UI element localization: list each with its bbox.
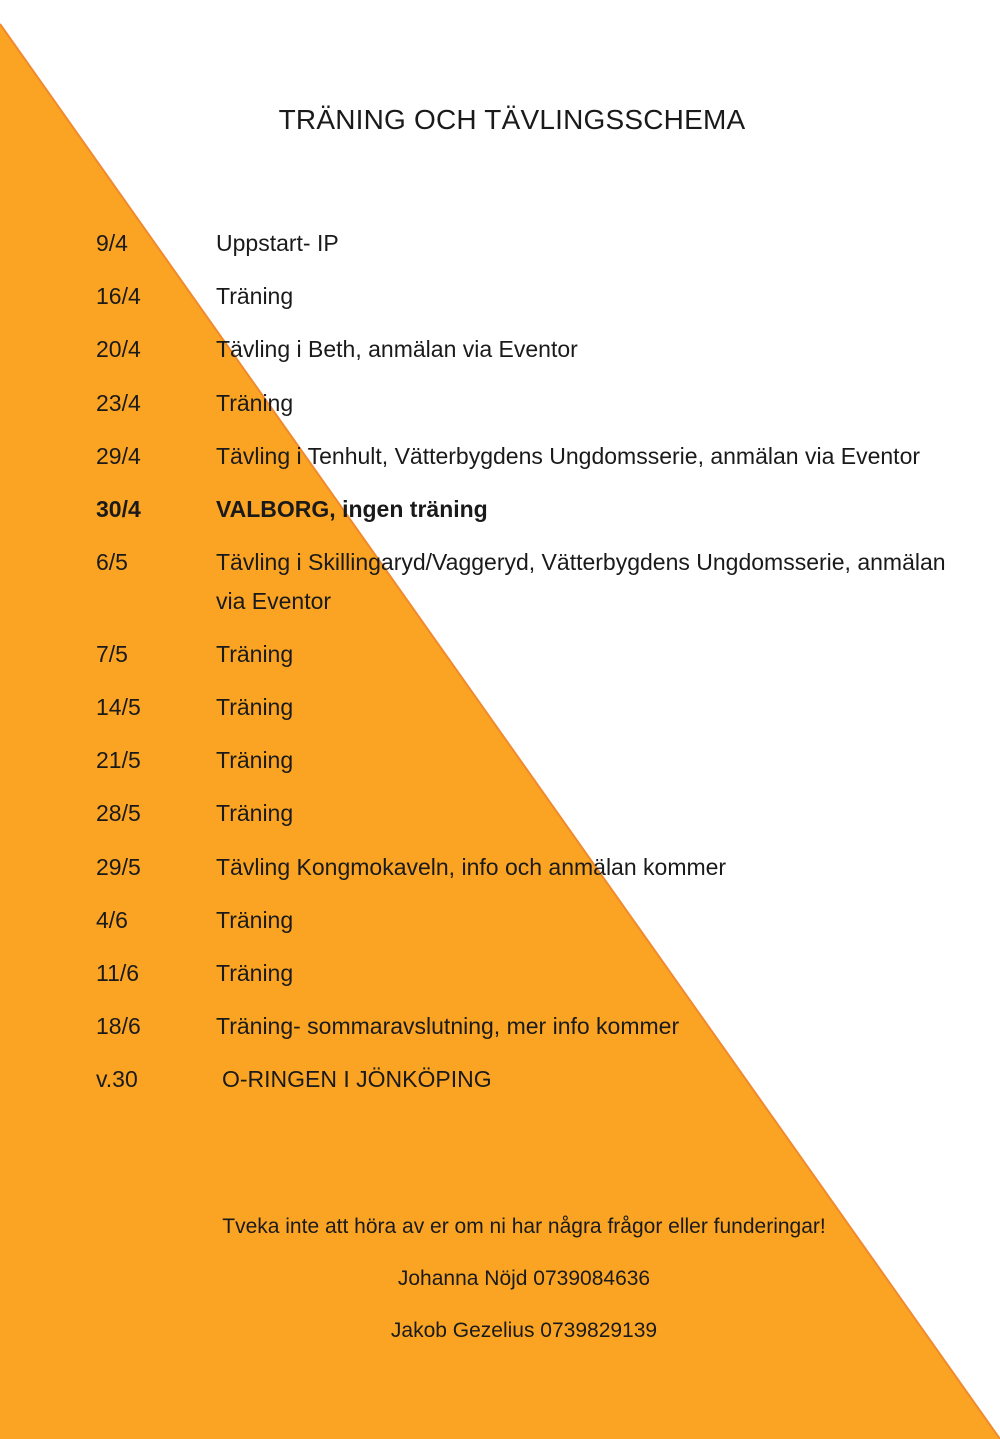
schedule-activity: Träning [216,906,294,933]
schedule-activity: VALBORG, ingen träning [216,495,488,522]
schedule-row [96,277,956,316]
schedule-date: 11/6 [96,959,140,986]
schedule-row [96,543,956,620]
schedule-date: 28/5 [96,800,141,827]
footer-message: Tveka inte att höra av er om ni har några frågor eller funderingar! [222,1215,826,1238]
schedule-row [96,848,956,887]
page-title: TRÄNING OCH TÄVLINGSSCHEMA [278,104,746,135]
schedule-row [96,954,956,993]
schedule-date: 6/5 [96,549,128,576]
schedule-row [96,688,956,727]
schedule-date: 30/4 [96,495,141,522]
schedule-date: 23/4 [96,389,141,416]
schedule-date: 16/4 [96,283,141,310]
schedule-row [96,437,956,476]
schedule-date: v.30 [96,1066,138,1093]
schedule-date: 14/5 [96,694,141,720]
schedule-activity: Tävling i Beth, anmälan via Eventor [216,336,578,363]
schedule-activity: Träning [216,747,294,774]
schedule-row [96,224,956,263]
schedule-activity: Träning- sommaravslutning, mer info kommer [216,1013,680,1040]
schedule-row [96,901,956,940]
contact-jakob: Jakob Gezelius 0739829139 [390,1319,658,1342]
schedule-activity: Uppstart- IP [216,230,339,256]
schedule-row [96,1007,956,1046]
schedule-activity: Tävling i Tenhult, Vätterbygdens Ungdomsserie, anmälan via Eventor [216,442,921,469]
schedule-date: 29/4 [96,442,141,469]
schedule-row-highlight [96,490,956,529]
schedule-activity: Träning [216,959,294,986]
schedule-row [96,384,956,423]
schedule-row [96,1060,956,1099]
schedule-row [96,330,956,369]
schedule-date: 21/5 [96,747,141,774]
schedule-row [96,794,956,833]
schedule-row [96,635,956,674]
schedule-list [96,224,956,1114]
schedule-activity: Träning [216,800,294,827]
contact-footer [24,1208,1000,1364]
schedule-activity: Tävling i Skillingaryd/Vaggeryd, Vätterbygdens Ungdomsserie, anmälan via Eventor [216,549,946,614]
schedule-activity: O-RINGEN I JÖNKÖPING [222,1066,492,1093]
schedule-date: 7/5 [96,640,128,667]
schedule-activity: Tävling Kongmokaveln, info och anmälan kommer [216,853,727,880]
schedule-row [96,741,956,780]
schedule-activity: Träning [216,283,294,310]
schedule-date: 20/4 [96,336,141,363]
schedule-activity: Träning [216,389,294,416]
schedule-date: 4/6 [96,906,128,933]
contact-johanna: Johanna Nöjd 0739084636 [397,1267,651,1290]
schedule-date: 9/4 [96,230,128,256]
schedule-activity: Träning [216,694,294,720]
schedule-date: 18/6 [96,1013,141,1040]
schedule-activity: Träning [216,640,294,667]
schedule-date: 29/5 [96,853,141,880]
